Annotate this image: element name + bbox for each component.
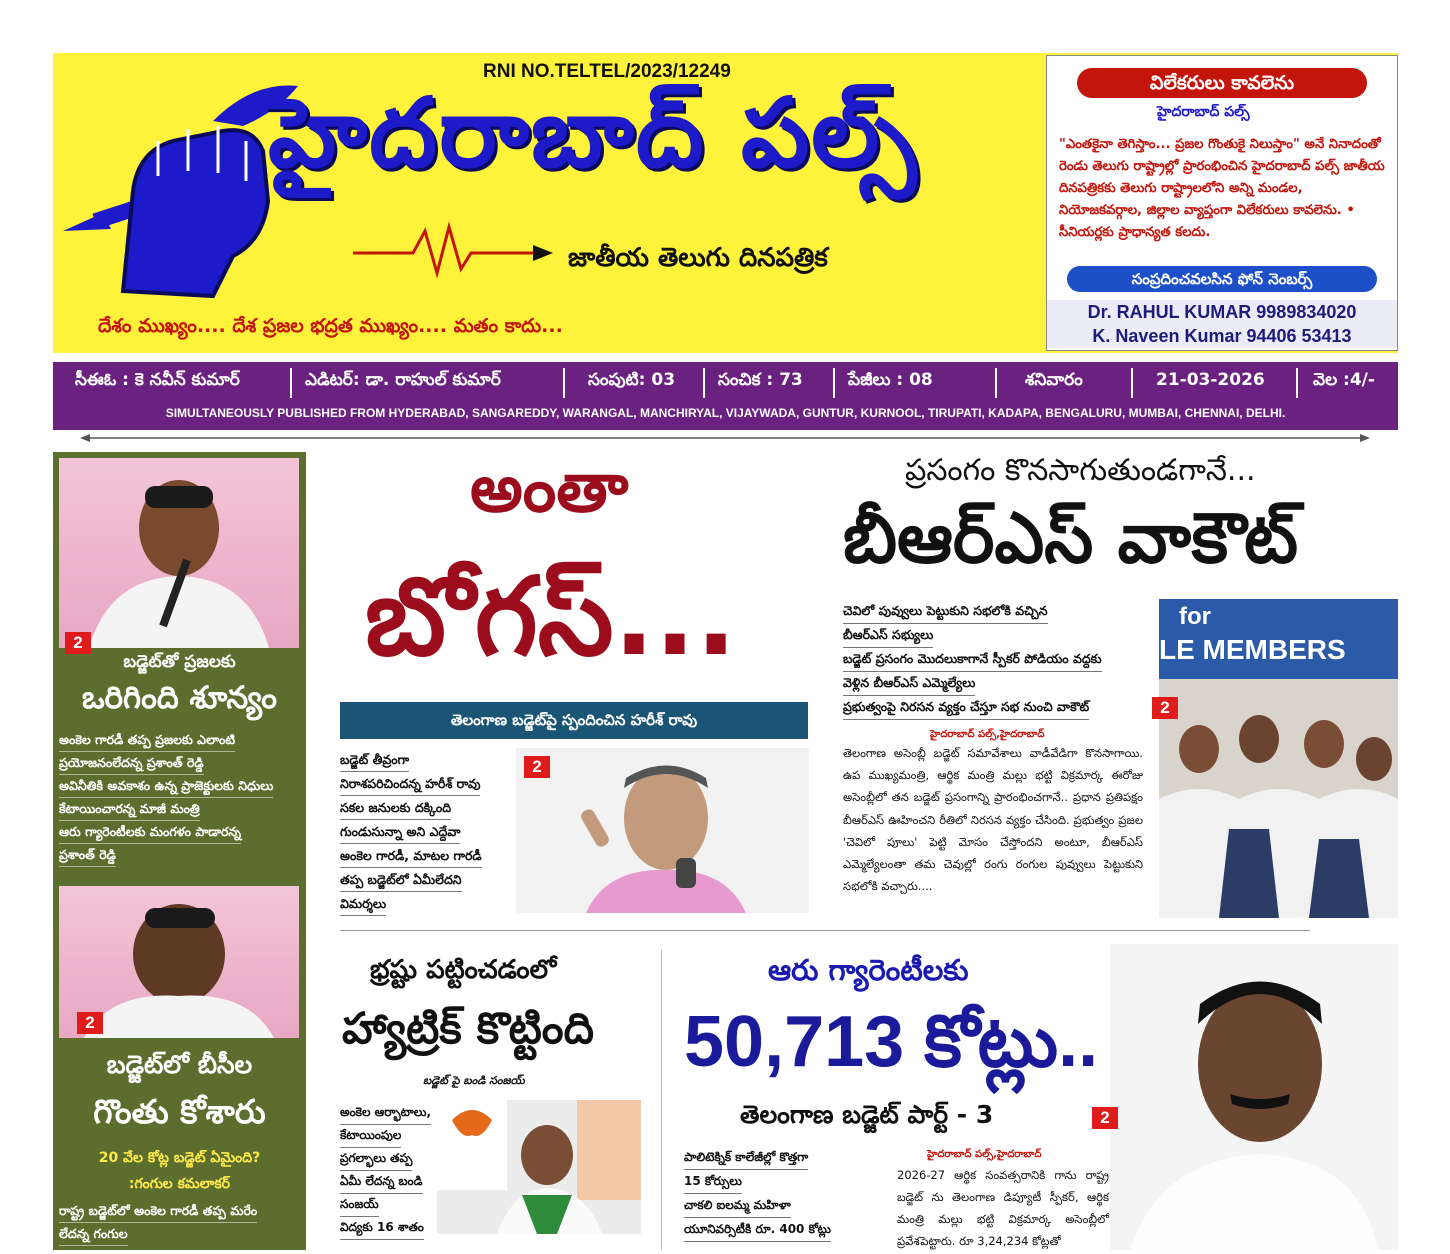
story1-line: ఆరు గ్యారెంటీలకు మంగళం పాడారన్న — [59, 820, 241, 844]
divider — [290, 368, 292, 398]
bandi-line: కేటాయింపుల — [340, 1124, 401, 1148]
walkout-line: చెవిలో పువ్వులు పెట్టుకుని సభలోకి వచ్చిన — [843, 599, 1048, 624]
divider — [1296, 368, 1298, 398]
divider — [833, 368, 835, 398]
bandi-line: ఏమీ లేదన్న బండి — [340, 1170, 423, 1194]
ad-phones-heading: సంప్రదించవలసిన ఫోన్ నెంబర్స్ — [1067, 266, 1377, 292]
bandi-line: అంకెల ఆర్భాటాలు, — [340, 1101, 431, 1125]
walkout-line: బడ్జెట్ ప్రసంగం మొదలుకాగానే స్పీకర్ పోడియం వద్దకు — [843, 647, 1102, 672]
walkout-headline: బీఆర్ఎస్ వాకౌట్ — [843, 497, 1299, 579]
budget-line: 15 కోర్సులు — [684, 1169, 742, 1194]
story2-headline: గొంతు కోశారు — [93, 1092, 266, 1131]
newspaper-title: హైదరాబాద్ పల్స్ — [268, 77, 919, 189]
story2-line: లేదన్న గంగుల — [59, 1222, 128, 1246]
walkout-body: తెలంగాణ అసెంబ్లీ బడ్జెట్ సమావేశాలు వాడీవేడిగా కొనసాగాయి. ఉప ముఖ్యమంత్రి, ఆర్థిక మంత్రి మల్లు భట్టి విక్రమార్క ఈరోజు అసెంబ్లీలో తన బడ్జెట్ ప్రసంగాన్ని ప్రారంభించగానే.. ప్రధాన ప్రతిపక్షం బీఆర్ఎస్ ఊహించని రీతిలో నిరసన వ్యక్తం చేసింది. ప్రభుత్వం ప్రజల 'చెవిలో పూలు' పెట్టి మోసం చేస్తోందని అంటూ, బీఆర్ఎస్ ఎమ్మెల్యేలంతా తమ చెవుల్లో రంగు రంగుల పువ్వులు పెట్టుకుని సభలోకి వచ్చారు.... — [843, 746, 1143, 894]
story1-line: ప్రయోజనంలేదన్న ప్రశాంత్ రెడ్డి — [59, 751, 204, 775]
lead-line: సకల జనులకు దక్కింది — [340, 796, 451, 820]
bandi-line: సంజయ్ — [340, 1193, 379, 1217]
story2-subheading: బడ్జెట్‌లో బీసీల — [106, 1050, 253, 1079]
budget-line: చాకలి ఐలమ్మ మహిళా — [684, 1193, 791, 1218]
story1-subheading: బడ్జెట్‌తో ప్రజలకు — [123, 652, 236, 672]
editor-name: ఎడిటర్: డా. రాహుల్ కుమార్ — [305, 370, 501, 390]
sign-text: for — [1179, 603, 1211, 630]
bandi-caption: బడ్జెట్ పై బండి సంజయ్ — [423, 1074, 525, 1087]
divider — [703, 368, 705, 398]
sign-text: LE MEMBERS — [1159, 634, 1346, 665]
issue-date: 21-03-2026 — [1156, 370, 1265, 390]
slogan: దేశం ముఖ్యం.... దేశ ప్రజల భద్రత ముఖ్యం.... మతం కాదు... — [98, 315, 563, 337]
rni-number: RNI NO.TELTEL/2023/12249 — [483, 61, 731, 82]
page-badge: 2 — [1092, 1107, 1118, 1129]
walkout-dateline: హైదరాబాద్ పల్స్,హైదరాబాద్ — [930, 729, 1045, 740]
ad-phone-2: K. Naveen Kumar 94406 53413 — [1047, 324, 1397, 348]
bandi-sanjay-photo — [437, 1100, 641, 1234]
reporter-wanted-ad — [1046, 55, 1398, 351]
bandi-line: విద్యకు 16 శాతం — [340, 1216, 424, 1240]
ad-body: "ఎంతకైనా తెగిస్తాం... ప్రజల గొంతుకై నిలుస్తాం" అనే నినాదంతో రెండు తెలుగు రాష్ట్రాల్లో ప్రారంభించిన హైదరాబాద్ పల్స్ జాతీయ దినపత్రికకు తెలుగు రాష్ట్రాలలోని అన్ని మండల, నియోజకవర్గాల, జిల్లాల వ్యాప్తంగా విలేకరులు కావలెను. • సీనియర్లకు ప్రాధాన్యత కలదు. — [1059, 137, 1385, 240]
lead-line: తప్ప బడ్జెట్‌లో ఏమీలేదని — [340, 868, 462, 892]
lead-line: విమర్శలు — [340, 892, 386, 916]
budget-part-label: తెలంగాణ బడ్జెట్ పార్ట్ - 3 — [740, 1100, 994, 1129]
story2-line: రాష్ట్ర బడ్జెట్‌లో అంకెల గారడీ తప్ప మరేం — [59, 1199, 257, 1223]
divider — [1131, 368, 1133, 398]
fist-pen-logo-icon — [63, 81, 303, 311]
budget-line: యూనివర్సిటీకి రూ. 400 కోట్లు — [684, 1217, 831, 1242]
walkout-line: ప్రభుత్వంపై నిరసన వ్యక్తం చేస్తూ సభ నుంచి వాకౌట్ — [843, 695, 1089, 720]
lead-line: అంకెల గారడీ, మాటల గారడీ — [340, 844, 482, 868]
page-badge: 2 — [1152, 697, 1178, 719]
lead-banner: తెలంగాణ బడ్జెట్‌పై స్పందించిన హరీశ్ రావు — [340, 702, 808, 739]
prashanth-reddy-photo — [59, 458, 299, 648]
page-count: పేజీలు : 08 — [848, 370, 933, 390]
ad-phone-1: Dr. RAHUL KUMAR 9989834020 — [1047, 300, 1397, 324]
price: వెల :4/- — [1313, 370, 1375, 390]
heartbeat-pulse-icon — [353, 221, 553, 281]
masthead — [53, 53, 1398, 353]
budget-dateline: హైదరాబాద్ పల్స్,హైదరాబాద్ — [927, 1149, 1042, 1160]
issue-number: సంచిక : 73 — [718, 370, 803, 390]
divider — [995, 368, 997, 398]
story2-byline: :గంగుల కమలాకర్ — [128, 1176, 231, 1192]
walkout-line: బీఆర్ఎస్ సభ్యులు — [843, 623, 933, 648]
page-badge: 2 — [524, 756, 550, 778]
budget-kicker: ఆరు గ్యారెంటీలకు — [768, 953, 969, 987]
ceo-name: సీఈఓ : కె నవీన్ కుమార్ — [75, 370, 240, 390]
page-badge: 2 — [77, 1012, 103, 1034]
story1-line: కేటాయించారన్న మాజీ మంత్రి — [59, 797, 200, 821]
publication-cities: SIMULTANEOUSLY PUBLISHED FROM HYDERABAD, SANGAREDDY, WARANGAL, MANCHIRYAL, VIJAYWADA, GUNTUR, KURNOOL, TIRUPATI, KADAPA, BENGALURU, MUMBAI, CHENNAI, DELHI. — [165, 406, 1286, 420]
volume-number: సంపుటి: 03 — [588, 370, 676, 390]
story1-line: అంకెల గారడీ తప్ప ప్రజలకు ఎలాంటి — [59, 728, 235, 752]
bhatti-vikramarka-photo — [1110, 944, 1398, 1250]
bandi-headline: హ్యాట్రిక్ కొట్టింది — [342, 1004, 594, 1054]
story1-headline: ఒరిగింది శూన్యం — [82, 680, 277, 716]
lead-headline: బోగస్... — [365, 555, 737, 680]
lead-kicker: అంతా — [470, 450, 629, 527]
story1-line: అవినీతికి అవకాశం ఉన్న ప్రాజెక్టులకు నిధులు — [59, 774, 273, 798]
walkout-kicker: ప్రసంగం కొనసాగుతుండగానే... — [905, 453, 1256, 488]
bandi-line: ప్రగల్భాలు తప్ప — [340, 1147, 412, 1171]
double-arrow-rule-icon — [80, 434, 1370, 442]
column-divider — [661, 950, 662, 1250]
ad-logo: హైదరాబాద్ పల్స్ — [1157, 104, 1250, 120]
harish-rao-photo — [516, 748, 809, 913]
story2-question: 20 వేల కోట్ల బడ్జెట్ ఏమైంది? — [98, 1150, 261, 1166]
weekday: శనివారం — [1025, 370, 1083, 390]
issue-info-bar — [53, 362, 1398, 430]
story1-line: ప్రశాంత్ రెడ్డి — [59, 843, 116, 867]
budget-line: పాలిటెక్నిక్ కాలేజీల్లో కొత్తగా — [684, 1145, 808, 1170]
lead-line: గుండుసున్నా అని ఎద్దేవా — [340, 820, 460, 844]
divider — [563, 368, 565, 398]
ad-heading: విలేకరులు కావలెను — [1077, 68, 1367, 98]
walkout-line: వెళ్లిన బీఆర్ఎస్ ఎమ్మెల్యేలు — [843, 671, 975, 696]
lead-line: బడ్జెట్ తీవ్రంగా — [340, 748, 409, 772]
bandi-kicker: భ్రష్టు పట్టించడంలో — [370, 955, 557, 985]
left-column — [53, 452, 306, 1250]
page-badge: 2 — [65, 632, 91, 654]
budget-body: 2026-27 ఆర్థిక సంవత్సరానికి గాను రాష్ట్ర బడ్జెట్ ను తెలంగాణ డిప్యూటీ స్పీకర్, ఆర్థిక మంత్రి మల్లు భట్టి విక్రమార్క అసెంబ్లీలో ప్రవేశపెట్టారు. రూ 3,24,234 కోట్లతో — [897, 1168, 1109, 1248]
section-divider — [340, 930, 1310, 931]
budget-headline: 50,713 కోట్లు.. — [684, 1002, 1099, 1082]
brs-members-photo — [1159, 599, 1398, 918]
lead-line: నిరాశపరిచిందన్న హరీశ్ రావు — [340, 772, 480, 796]
newspaper-subtitle: జాతీయ తెలుగు దినపత్రిక — [568, 243, 828, 273]
